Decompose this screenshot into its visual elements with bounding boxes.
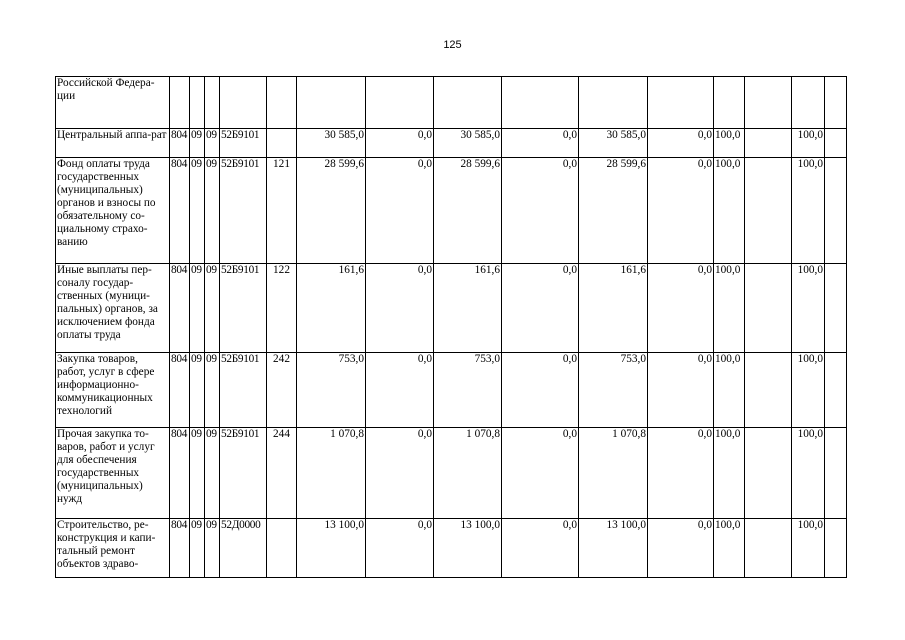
value-1: 28 599,6	[297, 158, 366, 264]
value-1	[297, 77, 366, 129]
value-6: 0,0	[648, 519, 714, 578]
code-ministry: 804	[170, 129, 190, 158]
value-3: 13 100,0	[434, 519, 502, 578]
table-row	[56, 353, 847, 428]
value-8	[745, 428, 792, 519]
code-ministry: 804	[170, 158, 190, 264]
percent-2: 100,0	[792, 519, 825, 578]
code-ministry	[170, 77, 190, 129]
code-subsection: 09	[205, 129, 220, 158]
value-4	[502, 77, 579, 129]
value-5: 1 070,8	[579, 428, 648, 519]
code-target	[220, 77, 267, 129]
value-5: 30 585,0	[579, 129, 648, 158]
value-4: 0,0	[502, 158, 579, 264]
code-section: 09	[190, 158, 205, 264]
row-name: Фонд оплаты труда государственных (муниципальных) органов и взносы по обязательному со-циальному страхо-ванию	[56, 158, 170, 264]
percent-1: 100,0	[714, 158, 745, 264]
code-expense-type: 121	[267, 158, 297, 264]
value-8	[745, 264, 792, 353]
value-3: 28 599,6	[434, 158, 502, 264]
code-subsection: 09	[205, 264, 220, 353]
value-5	[579, 77, 648, 129]
row-name: Закупка товаров, работ, услуг в сфере информационно-коммуникационных технологий	[56, 353, 170, 428]
percent-1: 100,0	[714, 353, 745, 428]
percent-1: 100,0	[714, 428, 745, 519]
row-name: Прочая закупка то-варов, работ и услуг для обеспечения государственных (муниципальных) нужд	[56, 428, 170, 519]
code-expense-type	[267, 519, 297, 578]
code-subsection: 09	[205, 353, 220, 428]
code-section: 09	[190, 129, 205, 158]
value-5: 161,6	[579, 264, 648, 353]
value-3: 1 070,8	[434, 428, 502, 519]
percent-1	[714, 77, 745, 129]
value-5: 753,0	[579, 353, 648, 428]
table-row	[56, 428, 847, 519]
value-4: 0,0	[502, 264, 579, 353]
code-target: 52Д0000	[220, 519, 267, 578]
code-expense-type	[267, 129, 297, 158]
value-1: 30 585,0	[297, 129, 366, 158]
value-1: 753,0	[297, 353, 366, 428]
page-number: 125	[443, 39, 462, 51]
percent-2: 100,0	[792, 353, 825, 428]
code-subsection: 09	[205, 158, 220, 264]
value-6: 0,0	[648, 264, 714, 353]
value-5: 28 599,6	[579, 158, 648, 264]
code-target: 52Б9101	[220, 129, 267, 158]
code-expense-type	[267, 77, 297, 129]
table-row	[56, 77, 847, 129]
value-8	[745, 519, 792, 578]
value-4: 0,0	[502, 353, 579, 428]
empty-cell	[825, 519, 847, 578]
code-ministry: 804	[170, 353, 190, 428]
value-2: 0,0	[366, 264, 434, 353]
value-1: 1 070,8	[297, 428, 366, 519]
value-2: 0,0	[366, 353, 434, 428]
code-target: 52Б9101	[220, 158, 267, 264]
value-8	[745, 129, 792, 158]
table-row	[56, 519, 847, 578]
code-section: 09	[190, 519, 205, 578]
empty-cell	[825, 129, 847, 158]
value-3: 30 585,0	[434, 129, 502, 158]
value-6: 0,0	[648, 158, 714, 264]
value-3	[434, 77, 502, 129]
percent-1: 100,0	[714, 129, 745, 158]
value-3: 161,6	[434, 264, 502, 353]
percent-1: 100,0	[714, 519, 745, 578]
budget-table	[55, 76, 847, 578]
value-3: 753,0	[434, 353, 502, 428]
code-ministry: 804	[170, 519, 190, 578]
code-subsection: 09	[205, 519, 220, 578]
percent-2: 100,0	[792, 158, 825, 264]
value-2	[366, 77, 434, 129]
row-name: Центральный аппа-рат	[56, 129, 170, 158]
code-ministry: 804	[170, 428, 190, 519]
code-target: 52Б9101	[220, 428, 267, 519]
value-6: 0,0	[648, 428, 714, 519]
value-8	[745, 158, 792, 264]
row-name: Иные выплаты пер-соналу государ-ственных (муници-пальных) органов, за исключением фонда оплаты труда	[56, 264, 170, 353]
percent-2: 100,0	[792, 264, 825, 353]
value-4: 0,0	[502, 129, 579, 158]
row-name: Строительство, ре-конструкция и капи-тальный ремонт объектов здраво-	[56, 519, 170, 578]
value-4: 0,0	[502, 428, 579, 519]
percent-2	[792, 77, 825, 129]
percent-2: 100,0	[792, 129, 825, 158]
table-row	[56, 158, 847, 264]
value-6	[648, 77, 714, 129]
code-section: 09	[190, 264, 205, 353]
code-ministry: 804	[170, 264, 190, 353]
code-target: 52Б9101	[220, 353, 267, 428]
empty-cell	[825, 428, 847, 519]
value-1: 13 100,0	[297, 519, 366, 578]
code-expense-type: 122	[267, 264, 297, 353]
value-2: 0,0	[366, 428, 434, 519]
value-4: 0,0	[502, 519, 579, 578]
empty-cell	[825, 77, 847, 129]
value-8	[745, 77, 792, 129]
empty-cell	[825, 353, 847, 428]
code-target: 52Б9101	[220, 264, 267, 353]
value-2: 0,0	[366, 129, 434, 158]
row-name: Российской Федера-ции	[56, 77, 170, 129]
code-section	[190, 77, 205, 129]
percent-2: 100,0	[792, 428, 825, 519]
value-6: 0,0	[648, 129, 714, 158]
value-6: 0,0	[648, 353, 714, 428]
value-5: 13 100,0	[579, 519, 648, 578]
empty-cell	[825, 264, 847, 353]
value-8	[745, 353, 792, 428]
code-expense-type: 242	[267, 353, 297, 428]
value-2: 0,0	[366, 158, 434, 264]
code-section: 09	[190, 353, 205, 428]
percent-1: 100,0	[714, 264, 745, 353]
value-1: 161,6	[297, 264, 366, 353]
code-subsection	[205, 77, 220, 129]
table-row	[56, 264, 847, 353]
code-subsection: 09	[205, 428, 220, 519]
empty-cell	[825, 158, 847, 264]
value-2: 0,0	[366, 519, 434, 578]
code-section: 09	[190, 428, 205, 519]
code-expense-type: 244	[267, 428, 297, 519]
table-row	[56, 129, 847, 158]
